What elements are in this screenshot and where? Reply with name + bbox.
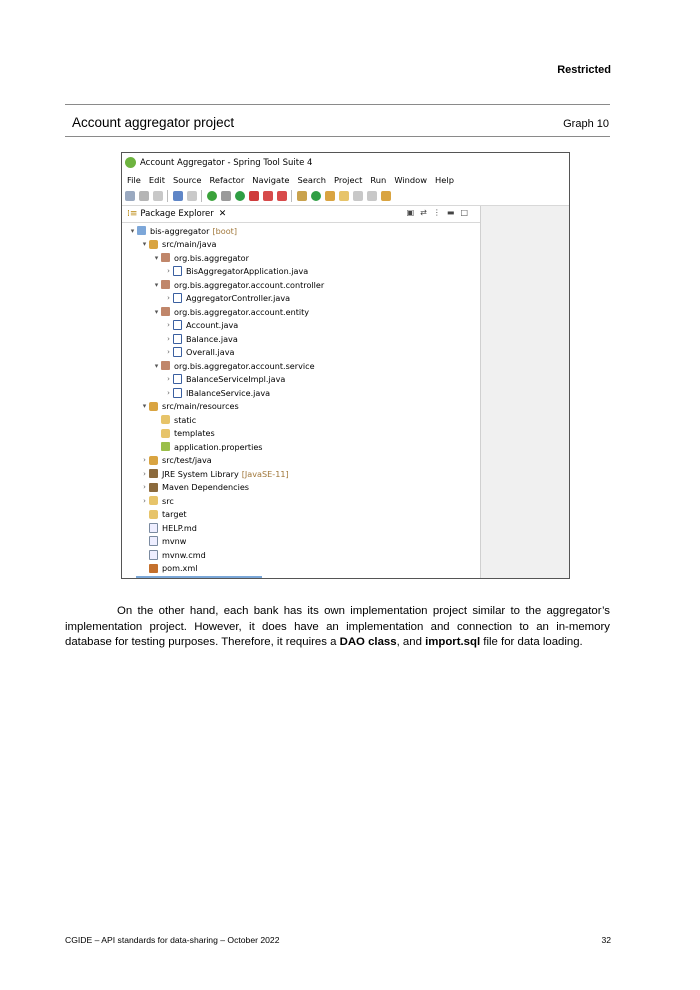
tree-item-label: org.bis.aggregator.account.service: [174, 360, 315, 371]
run-icon[interactable]: [235, 191, 245, 201]
link-with-editor-icon[interactable]: ⇄: [420, 208, 427, 217]
tree-item-label: mvnw.cmd: [162, 549, 206, 560]
tree-item-label: bis-aggregator: [150, 225, 210, 236]
toolbar-separator: [167, 190, 168, 202]
collapse-all-icon[interactable]: ▣: [406, 208, 415, 217]
chevron-right-icon[interactable]: ›: [167, 294, 170, 303]
package-icon: [161, 280, 170, 289]
chevron-right-icon[interactable]: ›: [167, 348, 170, 357]
java-file-icon: [173, 347, 182, 357]
project-icon: [137, 226, 146, 235]
view-toolbar: [407, 208, 468, 217]
chevron-down-icon[interactable]: ▾: [142, 402, 147, 411]
chevron-down-icon[interactable]: ▾: [130, 226, 135, 235]
menu-bar: [122, 172, 569, 187]
top-rule: [65, 104, 610, 105]
tree-item[interactable]: [122, 535, 480, 549]
tree-item[interactable]: [122, 508, 480, 522]
tree-item[interactable]: [122, 427, 480, 441]
package-icon: [161, 307, 170, 316]
tree-item[interactable]: [122, 305, 480, 319]
tree-item[interactable]: [122, 413, 480, 427]
text-file-icon: [149, 536, 158, 546]
chevron-down-icon[interactable]: ▾: [154, 307, 159, 316]
chevron-down-icon[interactable]: ▾: [154, 280, 159, 289]
tree-item-label: src/main/java: [162, 239, 217, 250]
tree-item[interactable]: [122, 265, 480, 279]
ide-screenshot: [121, 152, 570, 579]
tree-item-label: Account.java: [186, 320, 239, 331]
tree-item-decoration: [boot]: [212, 225, 237, 236]
tree-item-label: HELP.md: [162, 522, 197, 533]
stop-icon[interactable]: [263, 191, 273, 201]
chevron-right-icon[interactable]: ›: [167, 321, 170, 330]
tree-item-label: Overall.java: [186, 347, 235, 358]
close-icon[interactable]: ✕: [218, 209, 227, 219]
toolbar-separator: [291, 190, 292, 202]
package-explorer-tabbar: [122, 206, 480, 223]
tree-item[interactable]: [122, 494, 480, 508]
tree-item[interactable]: [122, 251, 480, 265]
section-title: Account aggregator project: [72, 115, 235, 130]
save-icon[interactable]: [139, 191, 149, 201]
chevron-right-icon[interactable]: ›: [167, 267, 170, 276]
tree-item-label: src: [162, 495, 174, 506]
folder-icon: [161, 429, 170, 438]
package-icon: [161, 253, 170, 262]
menu-help[interactable]: Help: [435, 174, 454, 185]
chevron-down-icon[interactable]: ▾: [154, 361, 159, 370]
tree-item[interactable]: [122, 224, 480, 238]
menu-file[interactable]: File: [127, 174, 141, 185]
graph-label: Graph 10: [563, 118, 609, 130]
package-explorer-icon: ⁞≡: [127, 209, 138, 219]
tree-item-label: JRE System Library: [162, 468, 239, 479]
menu-navigate[interactable]: Navigate: [252, 174, 290, 185]
chevron-right-icon[interactable]: ›: [143, 469, 146, 478]
tree-item[interactable]: [122, 548, 480, 562]
menu-edit[interactable]: Edit: [148, 174, 165, 185]
tree-item-label: org.bis.aggregator: [174, 252, 249, 263]
tree-item[interactable]: [122, 278, 480, 292]
classification-label: Restricted: [557, 64, 611, 76]
library-icon: [149, 483, 158, 492]
tree-item-label: src/test/java: [162, 455, 212, 466]
tree-item[interactable]: [122, 481, 480, 495]
debug-icon[interactable]: [221, 191, 231, 201]
next-annotation-icon[interactable]: [353, 191, 363, 201]
editor-area: [481, 206, 569, 578]
menu-window[interactable]: Window: [394, 174, 428, 185]
tree-item-label: application.properties: [174, 441, 263, 452]
relaunch-icon[interactable]: [277, 191, 287, 201]
java-interface-icon: [173, 388, 182, 398]
chevron-right-icon[interactable]: ›: [167, 375, 170, 384]
chevron-right-icon[interactable]: ›: [167, 388, 170, 397]
project-tree: [122, 223, 480, 575]
footer-text: CGIDE – API standards for data-sharing – October 2022: [65, 935, 280, 945]
body-text-1: On the other hand, each bank has its own implementation project similar to the aggregator’s implementation project. However, it does have an implementation and connection to an in-memory database for testing purposes. Therefore, it requires a: [65, 605, 610, 648]
menu-project[interactable]: Project: [334, 174, 363, 185]
tree-item-label: static: [174, 414, 197, 425]
open-type-icon[interactable]: [325, 191, 335, 201]
tree-item[interactable]: [122, 467, 480, 481]
import-sql-term: import.sql: [425, 636, 481, 648]
menu-refactor[interactable]: Refactor: [209, 174, 245, 185]
open-console-icon[interactable]: [173, 191, 183, 201]
dao-class-term: DAO class: [339, 636, 397, 648]
spring-tool-suite-icon: [125, 157, 136, 168]
tree-item-label: pom.xml: [162, 563, 198, 574]
chevron-right-icon[interactable]: ›: [143, 496, 146, 505]
java-file-icon: [173, 320, 182, 330]
tree-item[interactable]: [122, 238, 480, 252]
java-file-icon: [173, 374, 182, 384]
package-explorer-view: [122, 206, 481, 578]
tree-item[interactable]: [122, 292, 480, 306]
tree-item[interactable]: [122, 562, 480, 576]
tree-item-label: mvnw: [162, 536, 187, 547]
folder-icon: [161, 415, 170, 424]
cmd-file-icon: [149, 550, 158, 560]
chevron-down-icon[interactable]: ▾: [142, 240, 147, 249]
tree-item[interactable]: [122, 346, 480, 360]
tree-item[interactable]: [122, 373, 480, 387]
tree-item[interactable]: [122, 400, 480, 414]
tree-item-label: target: [162, 509, 187, 520]
tree-item-label: org.bis.aggregator.account.controller: [174, 279, 325, 290]
back-icon[interactable]: [381, 191, 391, 201]
body-paragraph: [65, 604, 610, 651]
new-package-icon[interactable]: [297, 191, 307, 201]
tree-item-label: BalanceServiceImpl.java: [186, 374, 286, 385]
chevron-right-icon[interactable]: ›: [143, 483, 146, 492]
java-file-icon: [173, 334, 182, 344]
new-icon[interactable]: [125, 191, 135, 201]
save-all-icon[interactable]: [153, 191, 163, 201]
scroll-indicator: [136, 576, 262, 578]
toolbar: [122, 187, 569, 206]
source-folder-icon: [149, 402, 158, 411]
tree-item-label: AggregatorController.java: [186, 293, 291, 304]
tree-item[interactable]: [122, 440, 480, 454]
java-file-icon: [173, 293, 182, 303]
menu-search[interactable]: Search: [297, 174, 327, 185]
tree-item-label: Maven Dependencies: [162, 482, 250, 493]
chevron-down-icon[interactable]: ▾: [154, 253, 159, 262]
minimize-icon[interactable]: ▬: [446, 208, 455, 217]
body-text-2: , and: [396, 636, 426, 648]
search-icon[interactable]: [339, 191, 349, 201]
menu-run[interactable]: Run: [370, 174, 387, 185]
package-icon: [161, 361, 170, 370]
menu-source[interactable]: Source: [172, 174, 202, 185]
xml-file-icon: [149, 564, 158, 573]
boot-dashboard-icon[interactable]: [207, 191, 217, 201]
tree-item[interactable]: [122, 319, 480, 333]
external-tools-icon[interactable]: [249, 191, 259, 201]
tree-item-label: BisAggregatorApplication.java: [186, 266, 309, 277]
tree-item-label: templates: [174, 428, 215, 439]
chevron-right-icon[interactable]: ›: [143, 456, 146, 465]
workbench: [122, 206, 569, 578]
tree-item-label: src/main/resources: [162, 401, 239, 412]
source-folder-icon: [149, 240, 158, 249]
tree-item-label: IBalanceService.java: [186, 387, 271, 398]
skip-breakpoints-icon[interactable]: [187, 191, 197, 201]
tree-item[interactable]: [122, 521, 480, 535]
folder-icon: [149, 496, 158, 505]
tree-item-label: Balance.java: [186, 333, 238, 344]
chevron-right-icon[interactable]: ›: [167, 334, 170, 343]
toolbar-separator: [201, 190, 202, 202]
view-menu-icon[interactable]: ⋮: [432, 208, 441, 217]
tree-item-decoration: [JavaSE-11]: [241, 468, 289, 479]
previous-annotation-icon[interactable]: [367, 191, 377, 201]
tree-item[interactable]: [122, 454, 480, 468]
tree-item-label: org.bis.aggregator.account.entity: [174, 306, 310, 317]
body-text-3: file for data loading.: [480, 636, 583, 648]
library-icon: [149, 469, 158, 478]
window-titlebar: [122, 153, 569, 172]
window-title: Account Aggregator - Spring Tool Suite 4: [140, 157, 313, 168]
title-rule: [65, 136, 610, 137]
new-class-icon[interactable]: [311, 191, 321, 201]
maximize-icon[interactable]: □: [460, 208, 468, 217]
tree-item[interactable]: [122, 332, 480, 346]
page-number: 32: [601, 935, 611, 945]
markdown-file-icon: [149, 523, 158, 533]
source-folder-icon: [149, 456, 158, 465]
java-file-icon: [173, 266, 182, 276]
folder-icon: [149, 510, 158, 519]
tree-item[interactable]: [122, 386, 480, 400]
tab-package-explorer[interactable]: Package Explorer: [140, 209, 214, 219]
properties-file-icon: [161, 442, 170, 451]
tree-item[interactable]: [122, 359, 480, 373]
